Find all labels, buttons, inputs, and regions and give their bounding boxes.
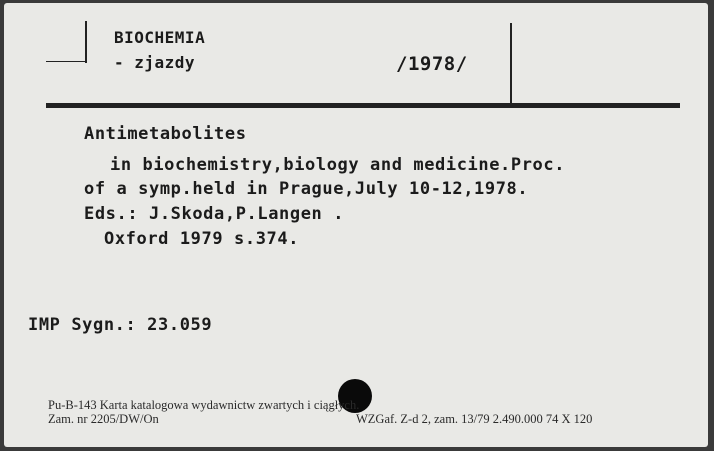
- header-vertical-line-left: [85, 21, 87, 63]
- header-divider: [46, 103, 680, 108]
- form-line-1: Pu-B-143 Karta katalogowa wydawnictw zwartych i ciągłych.: [48, 398, 360, 412]
- form-line-2-right: WZGaf. Z-d 2, zam. 13/79 2.490.000 74 X 120: [356, 412, 593, 426]
- entry-line-2: of a symp.held in Prague,July 10-12,1978.: [84, 179, 529, 199]
- signature-number: IMP Sygn.: 23.059: [28, 315, 213, 335]
- form-line-2-left: Zam. nr 2205/DW/On: [48, 412, 159, 426]
- entry-line-1: in biochemistry,biology and medicine.Proc.: [110, 155, 566, 175]
- header-vertical-line-right: [510, 23, 512, 103]
- subject-subheading: - zjazdy: [114, 53, 196, 72]
- header-dash-left: [46, 61, 86, 62]
- subject-heading: BIOCHEMIA: [114, 28, 206, 47]
- year-label: /1978/: [396, 53, 468, 75]
- catalog-card: [4, 3, 708, 447]
- entry-line-4: Oxford 1979 s.374.: [104, 229, 300, 249]
- entry-title: Antimetabolites: [84, 124, 247, 144]
- entry-line-3: Eds.: J.Skoda,P.Langen .: [84, 204, 345, 224]
